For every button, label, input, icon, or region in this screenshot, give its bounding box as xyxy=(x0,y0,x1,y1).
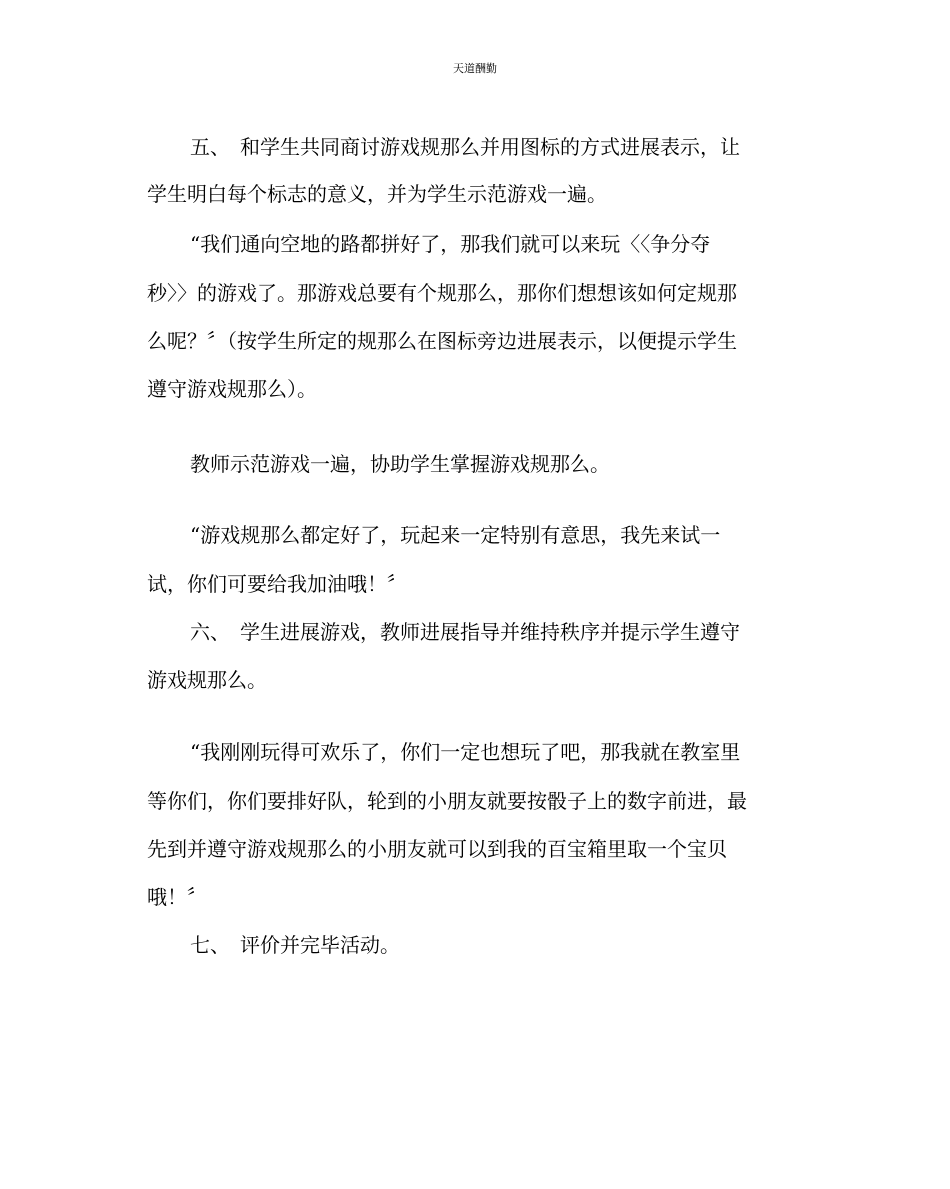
text-line: “我们通向空地的路都拼好了，那我们就可以来玩〈〈争分夺 xyxy=(190,232,711,256)
text-line: 试，你们可要给我加油哦！〞 xyxy=(147,572,407,596)
text-line: 先到并遵守游戏规那么的小朋友就可以到我的百宝箱里取一个宝贝 xyxy=(147,837,727,861)
page-header: 天道酬勤 xyxy=(453,62,497,75)
text-line: 五、 和学生共同商讨游戏规那么并用图标的方式进展表示，让 xyxy=(190,135,740,159)
text-line: 哦！〞 xyxy=(147,885,207,909)
text-line: “游戏规那么都定好了，玩起来一定特别有意思，我先来试一 xyxy=(190,523,721,547)
text-line: 六、 学生进展游戏，教师进展指导并维持秩序并提示学生遵守 xyxy=(190,620,740,644)
text-line: 学生明白每个标志的意义，并为学生示范游戏一遍。 xyxy=(147,182,607,206)
text-line: 游戏规那么。 xyxy=(147,668,267,692)
text-line: 等你们，你们要排好队，轮到的小朋友就要按骰子上的数字前进，最 xyxy=(147,789,747,813)
text-line: 七、 评价并完毕活动。 xyxy=(190,933,400,957)
text-line: 教师示范游戏一遍，协助学生掌握游戏规那么。 xyxy=(190,452,610,476)
text-line: “我刚刚玩得可欢乐了，你们一定也想玩了吧，那我就在教室里 xyxy=(190,740,741,764)
text-line: 遵守游戏规那么）。 xyxy=(147,377,317,401)
text-line: 么呢？〞（按学生所定的规那么在图标旁边进展表示，以便提示学生 xyxy=(147,329,737,353)
text-line: 秒〉〉的游戏了。那游戏总要有个规那么，那你们想想该如何定规那 xyxy=(147,281,737,305)
